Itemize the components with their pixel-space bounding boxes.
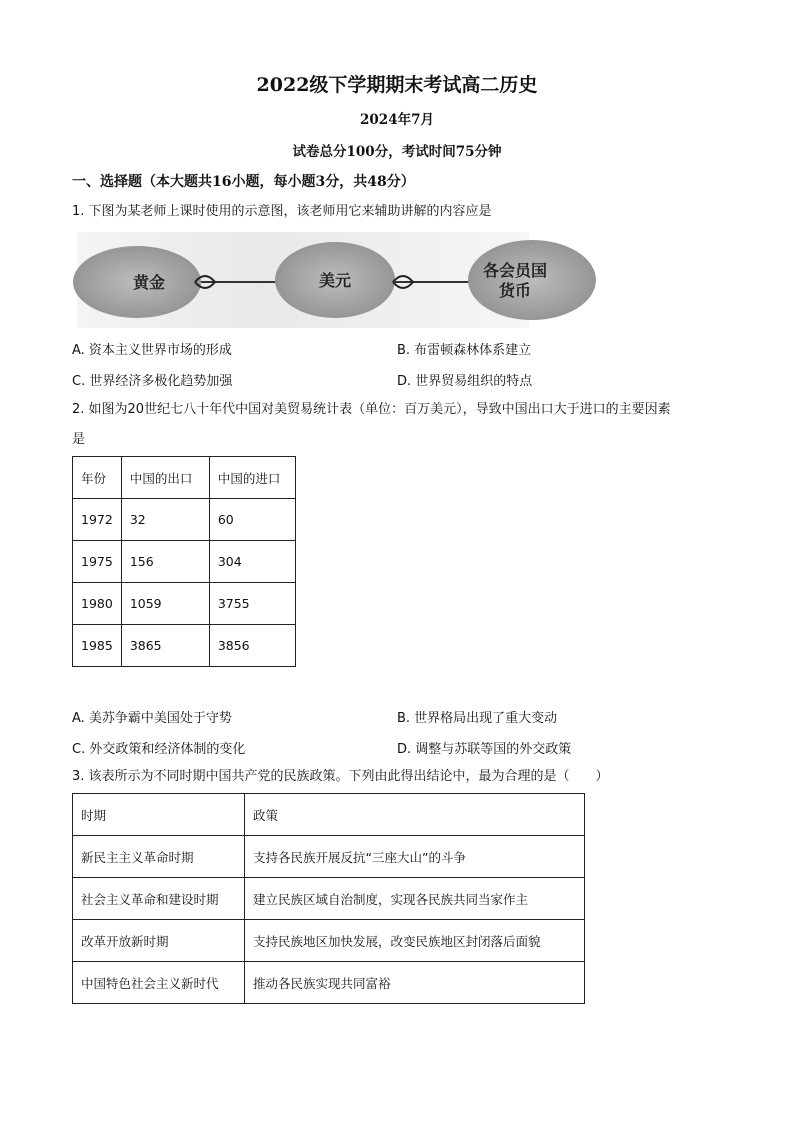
table-row [73,920,585,962]
currency-node [468,240,596,320]
table-cell: 1980 [73,583,122,625]
q2-option-c[interactable]: C. 外交政策和经济体制的变化 [72,742,246,757]
table-cell: 304 [209,541,295,583]
question-3-stem: 3. 该表所示为不同时期中国共产党的民族政策。下列由此得出结论中，最为合理的是（ ） [72,769,609,784]
table-header-cell: 时期 [73,794,245,836]
table-cell: 1975 [73,541,122,583]
table-row [73,836,585,878]
exam-title: 2022级下学期期末考试高二历史 [256,74,538,96]
table-cell: 60 [209,499,295,541]
table-cell: 社会主义革命和建设时期 [73,878,245,920]
q2-option-d[interactable]: D. 调整与苏联等国的外交政策 [397,742,572,757]
table-cell: 32 [121,499,209,541]
table-cell: 新民主主义革命时期 [73,836,245,878]
table-header-cell: 年份 [73,457,122,499]
table-header-cell: 中国的进口 [209,457,295,499]
exam-date: 2024年7月 [360,112,434,128]
table-cell: 156 [121,541,209,583]
gold-label: 黄金 [132,273,166,292]
table-cell: 中国特色社会主义新时代 [73,962,245,1004]
q1-option-d[interactable]: D. 世界贸易组织的特点 [397,374,533,389]
table-cell: 1972 [73,499,122,541]
table-cell: 1059 [121,583,209,625]
table-cell: 1985 [73,625,122,667]
table-cell: 3755 [209,583,295,625]
q2-option-b[interactable]: B. 世界格局出现了重大变动 [397,711,558,726]
table-cell: 支持各民族开展反抗“三座大山”的斗争 [245,836,585,878]
member-label: 各会员国 [482,261,548,280]
q1-option-b[interactable]: B. 布雷顿森林体系建立 [397,343,532,358]
table-cell: 改革开放新时期 [73,920,245,962]
q2-option-a[interactable]: A. 美苏争霸中美国处于守势 [72,711,232,726]
table-row [73,962,585,1004]
table-header-cell: 政策 [245,794,585,836]
table-row [73,541,296,583]
question-2-stem-line1: 2. 如图为20世纪七八十年代中国对美贸易统计表（单位：百万美元），导致中国出口大于进口的主要因素 [72,402,671,417]
table-row [73,499,296,541]
dollar-label: 美元 [318,271,352,290]
trade-table [72,456,296,667]
table-header-cell: 中国的出口 [121,457,209,499]
table-cell: 3865 [121,625,209,667]
table-row [73,625,296,667]
table-header-row [73,457,296,499]
question-2-stem-line2: 是 [72,432,86,447]
q1-option-c[interactable]: C. 世界经济多极化趋势加强 [72,374,233,389]
question-1-diagram [77,232,548,328]
table-cell: 3856 [209,625,295,667]
table-row [73,878,585,920]
q1-option-a[interactable]: A. 资本主义世界市场的形成 [72,343,232,358]
exam-info: 试卷总分100分，考试时间75分钟 [292,144,502,160]
table-cell: 建立民族区域自治制度，实现各民族共同当家作主 [245,878,585,920]
table-row [73,583,296,625]
section-heading: 一、选择题（本大题共16小题，每小题3分，共48分） [72,174,415,190]
table-cell: 推动各民族实现共同富裕 [245,962,585,1004]
diagram-graphic [77,232,548,328]
question-1-stem: 1. 下图为某老师上课时使用的示意图，该老师用它来辅助讲解的内容应是 [72,204,492,219]
table-cell: 支持民族地区加快发展，改变民族地区封闭落后面貌 [245,920,585,962]
policy-table [72,793,585,1004]
currency-label: 货币 [498,281,532,300]
table-header-row [73,794,585,836]
